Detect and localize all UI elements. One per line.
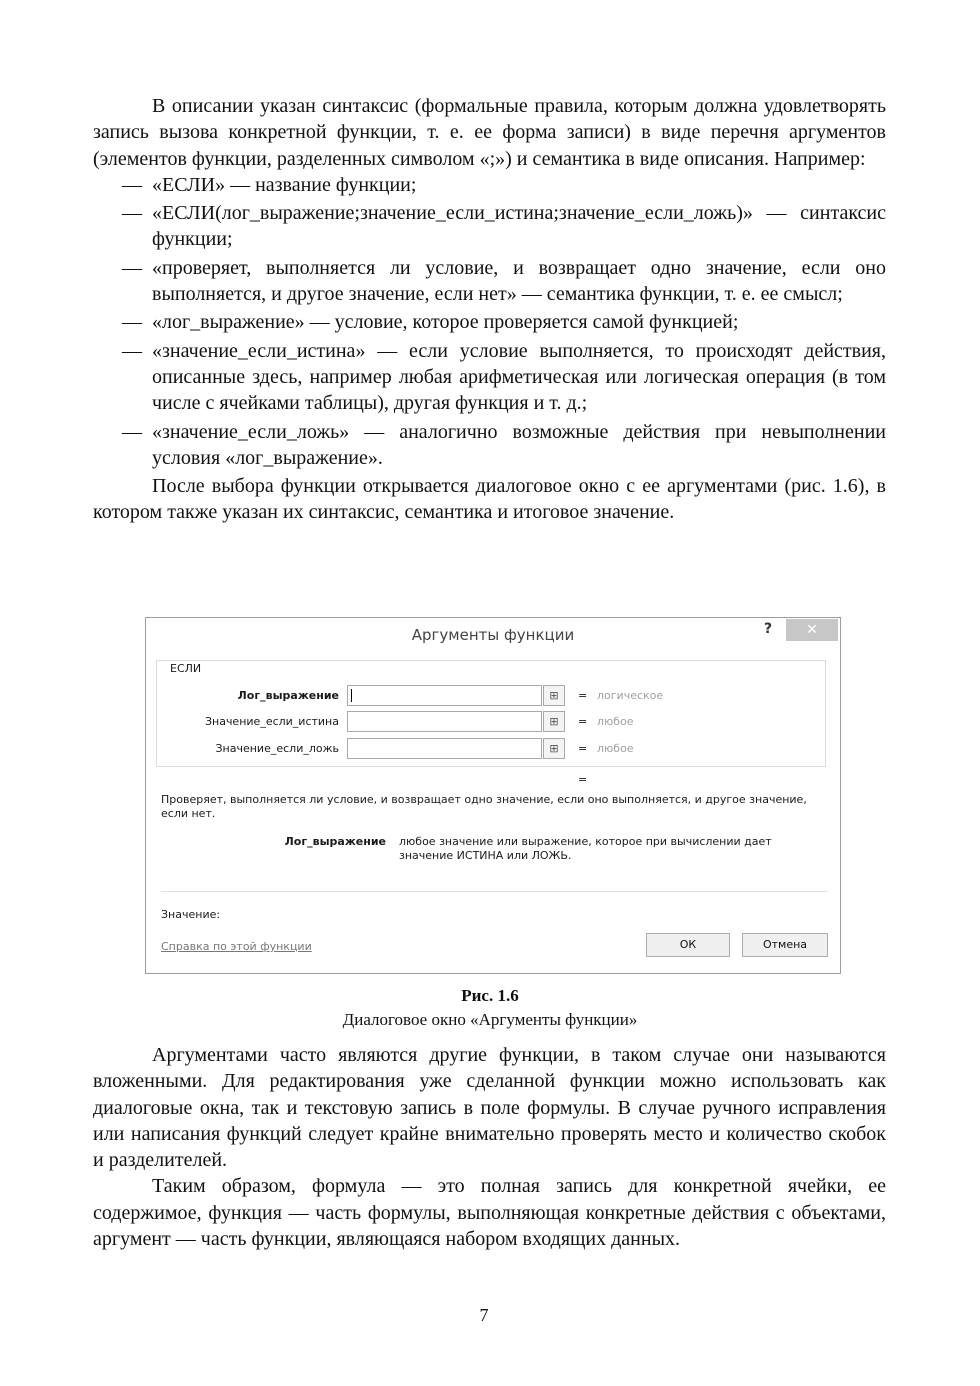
list-item: — «значение_если_ложь» — аналогично возможные действия при невыполнении условия «лог_выражение». [122,420,886,469]
figure-title: Рис. 1.6 [461,986,519,1005]
list-dash: — [122,256,142,279]
list-item: — «значение_если_истина» — если условие выполняется, то происходят действия, описанные здесь, например любая арифметическая или логическая операция (в том числе с ячейками таблицы), другая функция и т. д.; [122,339,886,415]
log-expression-input[interactable] [347,685,542,706]
list-dash: — [122,339,142,362]
range-select-icon[interactable]: ⊞ [543,685,565,706]
function-description-list [93,172,886,471]
equals-sign: = [578,742,588,755]
list-dash: — [122,202,142,225]
function-arguments-dialog [145,617,841,974]
page-text-bottom [93,1042,886,1252]
range-select-icon[interactable]: ⊞ [543,711,565,732]
arg-row-log-expression [146,685,842,707]
arg-description-name: Лог_выражение [284,835,386,848]
cancel-button[interactable]: Отмена [742,933,828,957]
list-item: — «ЕСЛИ» — название функции; [93,172,886,198]
function-help-link[interactable]: Справка по этой функции [161,940,312,953]
list-item: — «ЕСЛИ(лог_выражение;значение_если_истина;значение_если_ложь)» — синтаксис функции; [122,202,886,251]
range-select-icon[interactable]: ⊞ [543,738,565,759]
page-text-top [93,93,886,526]
function-description: Проверяет, выполняется ли условие, и возвращает одно значение, если оно выполняется, и другое значение, если нет. [161,793,807,820]
list-item: — «лог_выражение» — условие, которое проверяется самой функцией; [93,309,886,335]
list-dash: — [122,420,142,443]
list-item: — «проверяет, выполняется ли условие, и возвращает одно значение, если оно выполняется, и другое значение, если нет» — семантика функции, т. е. ее смысл; [122,256,886,306]
body-paragraph: Аргументами часто являются другие функции, в таком случае они называются вложенными. Для редактирования уже сделанной функции можно использовать как диалоговые окна, так и текстовую запись в поле формулы. В случае ручного исправления или написания функций следует крайне внимательно проверять место и количество скобок и разделителей. [93,1044,886,1172]
value-if-false-input[interactable] [347,738,542,759]
arg-label: Значение_если_ложь [215,742,339,755]
close-button[interactable]: ✕ [786,619,838,641]
text-caret [351,689,352,702]
arg-type-hint: любое [597,742,634,755]
arg-label: Лог_выражение [237,689,339,702]
arg-row-value-if-true [146,711,842,733]
help-icon[interactable]: ? [764,621,773,637]
divider [161,891,828,892]
arg-row-value-if-false [146,738,842,760]
figure-caption: Диалоговое окно «Аргументы функции» [342,1010,638,1029]
list-dash: — [122,173,142,196]
arg-type-hint: любое [597,715,634,728]
function-name-label: ЕСЛИ [170,662,202,675]
dialog-title: Аргументы функции [411,626,575,644]
arg-label: Значение_если_истина [204,715,339,728]
after-list-paragraph: После выбора функции открывается диалоговое окно с ее аргументами (рис. 1.6), в котором также указан их синтаксис, семантика и итоговое значение. [93,475,886,524]
arg-description-text: любое значение или выражение, которое при вычислении дает значение ИСТИНА или ЛОЖЬ. [399,835,772,862]
intro-paragraph: В описании указан синтаксис (формальные правила, которым должна удовлетворять запись вызова конкретной функции, т. е. ее форма записи) в виде перечня аргументов (элементов функции, разделенных символом «;») и семантика в виде описания. Например: [93,95,886,170]
list-dash: — [122,311,142,334]
body-paragraph: Таким образом, формула — это полная запись для конкретной ячейки, ее содержимое, функция — часть формулы, выполняющая конкретные действия с объектами, аргумент — часть функции, являющаяся набором входящих данных. [93,1175,886,1251]
arg-type-hint: логическое [597,689,664,702]
value-if-true-input[interactable] [347,711,542,732]
value-label: Значение: [161,908,221,921]
ok-button[interactable]: ОК [646,933,730,957]
equals-sign: = [578,715,588,728]
page-number: 7 [479,1305,489,1325]
equals-sign: = [578,689,588,702]
result-equals-sign: = [578,773,588,786]
